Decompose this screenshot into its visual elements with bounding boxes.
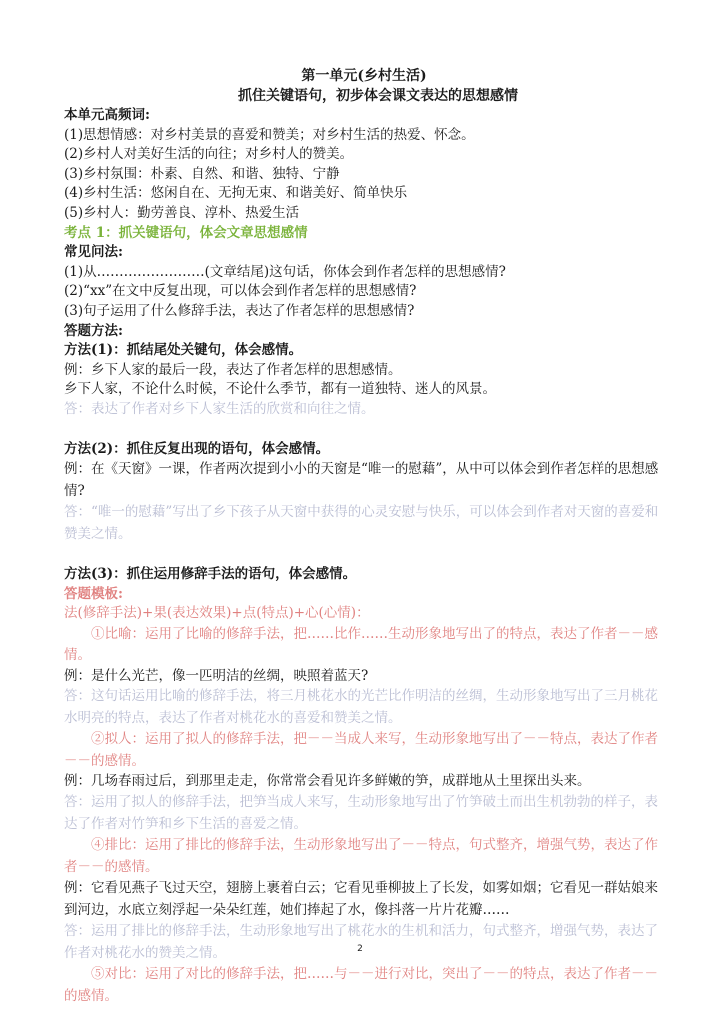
vocab-item: (4)乡村生活：悠闲自在、无拘无束、和谐美好、简单快乐 — [64, 185, 408, 202]
parallelism-example: 例：它看见燕子飞过天空，翅膀上裹着白云；它看见垂柳披上了长发，如雾如烟；它看见一群姑娘来到河边，水底立刻浮起一朵朵红莲，她们捧起了水，像抖落一片片花瓣…… — [64, 880, 658, 918]
personification-example: 例：几场春雨过后，到那里走走，你常常会看见许多鲜嫩的笋，成群地从土里探出头来。 — [64, 773, 591, 790]
method2-example: 例：在《天窗》一课，作者两次提到小小的天窗是“唯一的慰藉”，从中可以体会到作者怎样的思想感情? — [64, 461, 659, 499]
method1-example: 例：乡下人家的最后一段，表达了作者怎样的思想感情。 — [64, 361, 402, 378]
simile-answer: 答：这句话运用比喻的修辞手法，将三月桃花水的光芒比作明洁的丝绸，生动形象地写出了三月桃花水明亮的特点，表达了作者对桃花水的喜爱和赞美之情。 — [64, 688, 658, 726]
method2-answer: 答：“唯一的慰藉”写出了乡下孩子从天窗中获得的心灵安慰与快乐，可以体会到作者对天窗的喜爱和赞美之情。 — [64, 504, 659, 542]
vocab-item: (1)思想情感：对乡村美景的喜爱和赞美；对乡村生活的热爱、怀念。 — [64, 126, 475, 143]
point-heading: 考点 1：抓关键语句，体会文章思想感情 — [64, 224, 308, 241]
method2-title: 方法(2)：抓住反复出现的语句，体会感情。 — [64, 440, 330, 457]
template-formula: 法(修辞手法)+果(表达效果)+点(特点)+心(心情)： — [64, 605, 370, 622]
method1-answer: 答：表达了作者对乡下人家生活的欣赏和向往之情。 — [64, 400, 375, 417]
template-heading: 答题模板: — [64, 585, 123, 602]
unit-title: 第一单元(乡村生活) — [301, 68, 427, 84]
vocab-item: (2)乡村人对美好生活的向往；对乡村人的赞美。 — [64, 146, 354, 163]
simile-example: 例：是什么光芒，像一匹明洁的丝绸，映照着蓝天? — [64, 667, 369, 684]
method1-title: 方法(1)：抓结尾处关键句，体会感情。 — [64, 342, 303, 359]
question-item: (1)从……………………(文章结尾)这句话，你体会到作者怎样的思想感情? — [64, 263, 506, 280]
contrast-template: ⑤对比：运用了对比的修辞手法，把……与－－进行对比，突出了－－的特点，表达了作者－－的感情。 — [64, 966, 658, 1004]
personification-template: ②拟人：运用了拟人的修辞手法，把－－当成人来写，生动形象地写出了－－特点，表达了作者－－的感情。 — [64, 731, 658, 769]
methods-heading: 答题方法: — [64, 322, 123, 339]
personification-answer: 答：运用了拟人的修辞手法，把笋当成人来写，生动形象地写出了竹笋破土而出生机勃勃的样子，表达了作者对竹笋和乡下生活的喜爱之情。 — [64, 794, 658, 832]
method1-quote: 乡下人家，不论什么时候，不论什么季节，都有一道独特、迷人的风景。 — [64, 381, 496, 398]
method3-title: 方法(3)：抓住运用修辞手法的语句，体会感情。 — [64, 566, 357, 583]
unit-subtitle: 抓住关键语句，初步体会课文表达的思想感情 — [238, 88, 518, 104]
question-item: (2)“xx”在文中反复出现，可以体会到作者怎样的思想感情? — [64, 283, 417, 300]
vocab-heading: 本单元高频词: — [64, 107, 150, 123]
question-item: (3)句子运用了什么修辞手法，表达了作者怎样的思想感情? — [64, 302, 415, 319]
document-content — [64, 66, 660, 1007]
vocab-item: (5)乡村人：勤劳善良、淳朴、热爱生活 — [64, 204, 300, 221]
parallelism-answer: 答：运用了排比的修辞手法，生动形象地写出了桃花水的生机和活力，句式整齐，增强气势，表达了作者对桃花水的赞美之情。 — [64, 923, 658, 961]
parallelism-template: ④排比：运用了排比的修辞手法，生动形象地写出了－－特点，句式整齐，增强气势，表达了作者－－的感情。 — [64, 837, 658, 875]
vocab-item: (3)乡村氛围：朴素、自然、和谐、独特、宁静 — [64, 165, 340, 182]
page-number: 2 — [357, 944, 363, 954]
simile-template: ①比喻：运用了比喻的修辞手法，把……比作……生动形象地写出了的特点，表达了作者－－感情。 — [64, 625, 658, 664]
questions-heading: 常见问法: — [64, 244, 123, 261]
